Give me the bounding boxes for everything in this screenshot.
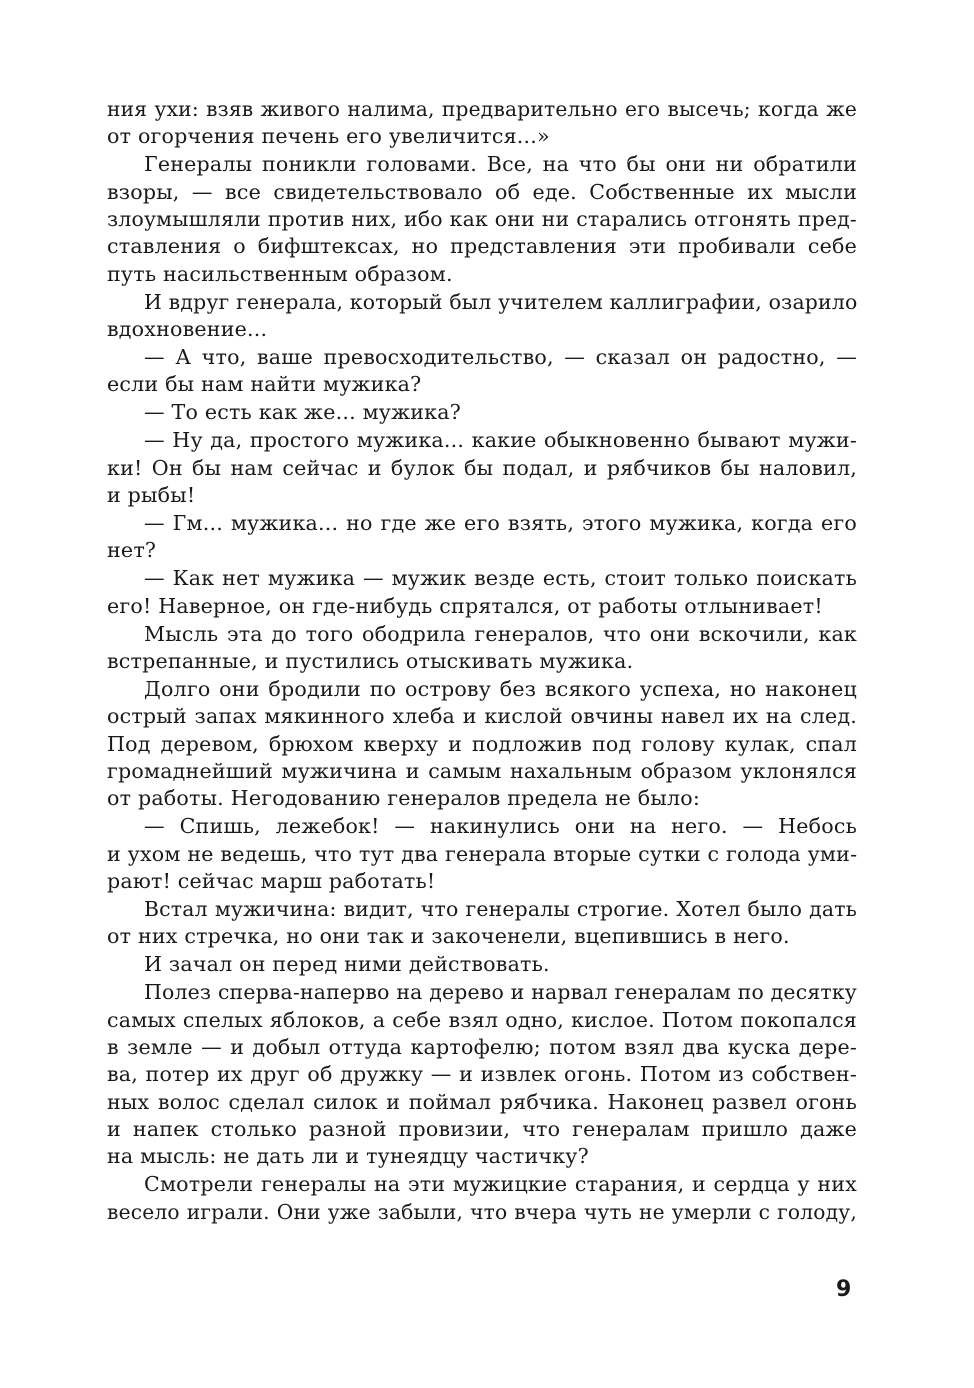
paragraph <box>107 399 857 426</box>
text-line: взоры, — все свидетельствовало об еде. Собственные их мысли <box>107 179 857 204</box>
paragraph <box>107 344 857 399</box>
text-line: Долго они бродили по острову без всякого успеха, но наконец <box>144 676 857 701</box>
text-line: ния ухи: взяв живого налима, предварительно его высечь; когда же <box>107 97 857 121</box>
text-line: и рыбы! <box>107 483 196 508</box>
text-line: и ухом не ведешь, что тут два генерала вторые сутки с голода уми- <box>107 841 858 866</box>
text-line: злоумышляли против них, ибо как они ни старались отгонять пред- <box>107 207 857 232</box>
text-line: ных волос сделал силок и поймал рябчика. Наконец развел огонь <box>107 1089 857 1114</box>
paragraph <box>107 151 857 288</box>
paragraph <box>107 510 857 565</box>
text-line: самых спелых яблоков, а себе взял одно, кислое. Потом покопался <box>107 1007 857 1032</box>
paragraph <box>107 565 857 620</box>
paragraph <box>107 896 857 951</box>
text-line: в земле — и добыл оттуда картофелю; потом взял два куска дере- <box>107 1035 857 1060</box>
paragraph <box>107 676 857 813</box>
text-line: весело играли. Они уже забыли, что вчера чуть не умерли с голоду, <box>107 1199 857 1224</box>
text-line: Генералы поникли головами. Все, на что бы они ни обратили <box>144 152 857 177</box>
text-line: встрепанные, и пустились отыскивать мужика. <box>107 649 634 673</box>
text-line: от огорчения печень его увеличится...» <box>107 124 550 149</box>
text-line: — А что, ваше превосходительство, — сказал он радостно, — <box>144 345 857 370</box>
text-line: ки! Он бы нам сейчас и булок бы подал, и рябчиков бы наловил, <box>107 455 857 480</box>
paragraph <box>107 951 857 978</box>
text-line: Полез сперва-наперво на дерево и нарвал генералам по десятку <box>144 980 857 1005</box>
text-line: — Как нет мужика — мужик везде есть, стоит только поискать <box>144 566 857 591</box>
paragraph <box>107 96 857 151</box>
text-line: путь насильственным образом. <box>107 261 453 286</box>
paragraph <box>107 289 857 344</box>
paragraph <box>107 1171 857 1226</box>
text-line: ва, потер их друг об дружку — и извлек огонь. Потом из собствен- <box>107 1062 857 1087</box>
page-number: 9 <box>836 1277 852 1302</box>
text-line: громаднейший мужичина и самым нахальным образом уклонялся <box>107 759 857 784</box>
text-line: И зачал он перед ними действовать. <box>144 952 550 977</box>
text-line: от работы. Негодованию генералов предела не было: <box>107 786 700 811</box>
text-line: острый запах мякинного хлеба и кислой овчины навел их на след. <box>107 704 857 729</box>
text-line: рают! сейчас марш работать! <box>107 869 436 894</box>
text-line: Мысль эта до того ободрила генералов, что они вскочили, как <box>144 621 857 646</box>
text-line: — То есть как же... мужика? <box>144 400 461 425</box>
body-text <box>107 96 857 1226</box>
text-line: нет? <box>107 538 157 563</box>
text-line: Смотрели генералы на эти мужицкие старания, и сердца у них <box>144 1172 857 1197</box>
text-line: Под деревом, брюхом кверху и подложив под голову кулак, спал <box>107 731 857 756</box>
text-line: от них стречка, но они так и закоченели, вцепившись в него. <box>107 924 790 949</box>
paragraph <box>107 427 857 509</box>
text-line: — Гм... мужика... но где же его взять, этого мужика, когда его <box>144 511 857 535</box>
text-line: если бы нам найти мужика? <box>107 372 422 397</box>
paragraph <box>107 979 857 1170</box>
text-line: вдохновение... <box>107 317 268 342</box>
text-line: ставления о бифштексах, но представления эти пробивали себе <box>107 234 857 259</box>
paragraph <box>107 813 857 895</box>
text-line: и напек столько разной провизии, что генералам пришло даже <box>107 1117 857 1142</box>
text-line: на мысль: не дать ли и тунеядцу частичку? <box>107 1144 589 1169</box>
text-line: — Ну да, простого мужика... какие обыкновенно бывают мужи- <box>144 428 857 453</box>
text-line: И вдруг генерала, который был учителем каллиграфии, озарило <box>144 289 858 314</box>
text-line: — Спишь, лежебок! — накинулись они на него. — Небось <box>144 814 857 839</box>
text-line: его! Наверное, он где-нибудь спрятался, от работы отлынивает! <box>107 593 823 618</box>
text-line: Встал мужичина: видит, что генералы строгие. Хотел было дать <box>144 897 857 922</box>
paragraph <box>107 621 857 676</box>
